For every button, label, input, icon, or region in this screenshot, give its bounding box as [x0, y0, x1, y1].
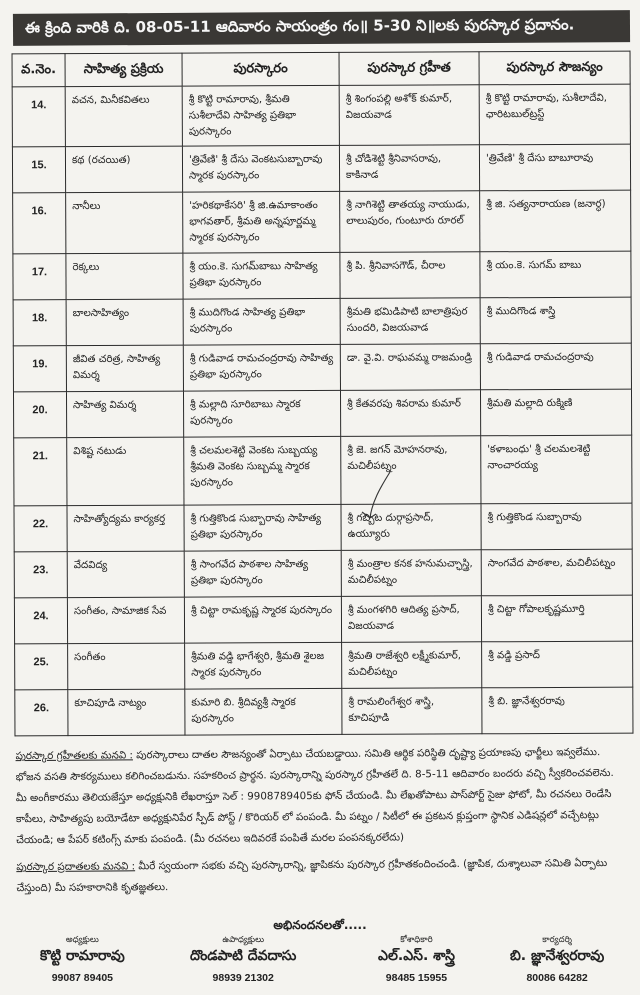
- sponsor-cell: శ్రీ యం.కె. సుగమ్ బాబు: [480, 251, 631, 298]
- sponsor-cell: శ్రీ గుడివాడ రామచంద్రరావు: [480, 343, 631, 390]
- row-number: 21.: [14, 437, 67, 505]
- awards-table: [12, 51, 634, 737]
- recipients-note: [15, 742, 628, 851]
- header-genre: సాహిత్య ప్రక్రియ: [65, 53, 182, 87]
- table-row: [14, 435, 632, 506]
- signatory-role: అధ్యక్షులు: [65, 935, 99, 945]
- recipient-cell: శ్రీ రామలింగేశ్వర శాస్త్రి, కూచిపూడి: [342, 688, 482, 735]
- genre-cell: సంగీతం, సామాజిక సేవ: [67, 597, 184, 644]
- award-cell: శ్రీ గుత్తికొండ సుబ్బారావు సాహిత్య ప్రతిభా పురస్కారం: [184, 504, 341, 551]
- award-cell: శ్రీ చలమలశెట్టి వెంకట సుబ్బయ్య శ్రీమతి వెంకట సుబ్బమ్మ స్మారక పురస్కారం: [184, 436, 341, 505]
- genre-cell: నానీలు: [66, 193, 183, 254]
- table-row: [12, 84, 630, 147]
- header-recipient: పురస్కార గ్రహీత: [339, 52, 479, 86]
- table-body: [12, 84, 633, 736]
- row-number: 16.: [13, 193, 66, 254]
- table-row: [15, 687, 633, 736]
- genre-cell: బాలసాహిత్యం: [66, 299, 183, 346]
- signatory-name: కొట్టి రామారావు: [40, 948, 125, 964]
- announcement-banner: [13, 10, 630, 46]
- recipient-cell: శ్రీమతి భమిడిపాటి బాలాత్రిపుర సుందరి, విజయవాడ: [340, 298, 480, 345]
- signatory-treasurer: [378, 935, 455, 984]
- award-cell: శ్రీ సాంగవేద పాఠశాల సాహిత్య ప్రతిభా పురస్కారం: [184, 550, 341, 597]
- sponsor-cell: శ్రీ బి. జ్ఞానేశ్వరరావు: [482, 687, 633, 734]
- genre-cell: సాహిత్యోద్యమ కార్యకర్త: [67, 505, 184, 552]
- signatory-name: ఎల్.ఎస్. శాస్త్రి: [378, 948, 455, 964]
- genre-cell: సంగీతం: [68, 643, 185, 690]
- recipients-note-lead: పురస్కార గ్రహీతలకు మనవి :: [15, 749, 133, 763]
- row-number: 25.: [15, 643, 68, 689]
- signatory-phone: 98939 21302: [212, 972, 274, 984]
- recipient-cell: శ్రీ మంత్రాల కనక హనుమచ్ఛాస్త్రి, మచిలీపట్నం: [341, 550, 481, 597]
- recipient-cell: శ్రీమతి రాజేశ్వరి లక్ష్మీకుమార్, మచిలీపట్నం: [342, 642, 482, 689]
- greeting: అభినందనలతో.....: [273, 918, 367, 932]
- row-number: 18.: [13, 299, 66, 345]
- banner-text: ఈ క్రింది వారికి ది. 08-05-11 ఆదివారం సాయంత్రం గం॥ 5-30 ని॥లకు పురస్కార ప్రదానం.: [24, 15, 575, 37]
- recipient-cell: శ్రీ గబ్బిట దుర్గాప్రసాద్, ఉయ్యూరు: [341, 504, 481, 551]
- table-row: [13, 343, 631, 392]
- award-cell: శ్రీ ముదిగొండ సాహిత్య ప్రతిభా పురస్కారం: [183, 298, 340, 345]
- signatory-role: ఉపాధ్యక్షులు: [222, 935, 265, 945]
- genre-cell: సాహిత్య విమర్శ: [66, 391, 183, 438]
- award-cell: శ్రీ గుడివాడ రామచంద్రరావు సాహిత్య ప్రతిభా పురస్కారం: [183, 344, 340, 391]
- header-award: పురస్కారం: [182, 52, 339, 86]
- sponsor-cell: శ్రీ చిట్టా గోపాలకృష్ణమూర్తి: [481, 595, 632, 642]
- table-row: [15, 641, 633, 690]
- sponsor-cell: సాంగవేద పాఠశాల, మచిలీపట్నం: [481, 549, 632, 596]
- row-number: 26.: [15, 689, 68, 735]
- row-number: 24.: [14, 597, 67, 643]
- genre-cell: వేదవిద్య: [67, 551, 184, 598]
- recipient-cell: శ్రీ జె. జగన్ మోహనరావు, మచిలీపట్నం: [341, 436, 481, 505]
- award-cell: కుమారి బి. శ్రీదివ్యశ్రీ స్మారక పురస్కారం: [185, 688, 342, 735]
- table-row: [13, 389, 631, 438]
- genre-cell: రెక్కలు: [66, 253, 183, 300]
- sponsor-cell: శ్రీమతి మల్లాది రుక్మిణి: [480, 389, 631, 436]
- signatory-name: దొండపాటి దేవదాసు: [190, 948, 297, 964]
- recipient-cell: శ్రీ నాగిశెట్టి తాతయ్య నాయుడు, లాలుపురం, గుంటూరు రూరల్: [340, 191, 480, 252]
- donors-note-lead: పురస్కార ప్రదాతలకు మనవి :: [16, 860, 136, 874]
- table-row: [13, 297, 631, 346]
- header-sponsor: పురస్కార సౌజన్యం: [479, 51, 630, 85]
- sponsor-cell: 'కళాబంధు' శ్రీ చలమలశెట్టి నాంచారయ్య: [481, 435, 632, 504]
- header-serial-number: వ.నెం.: [12, 54, 65, 87]
- sponsor-cell: శ్రీ కొట్టి రామారావు, సుశీలాదేవి, ఛారిటబుల్‌ట్రస్ట్: [479, 84, 630, 145]
- signatory-phone: 80086 64282: [526, 972, 588, 984]
- row-number: 14.: [12, 87, 65, 148]
- award-cell: శ్రీ మల్లాది సూరిబాబు స్మారక పురస్కారం: [183, 390, 340, 437]
- notes-section: [15, 742, 628, 899]
- donors-note-body: మీరే స్వయంగా సభకు వచ్చి పురస్కారాన్ని, జ్ఞాపికను పురస్కార గ్రహీతకందించండి. (జ్ఞాపిక, దుశ్శాలువా సమితి ఏర్పాటు చేస్తుంది) మీ సహకారానికి కృతజ్ఞతలు.: [16, 857, 608, 895]
- recipient-cell: శ్రీ కేతవరపు శివరామ కుమార్: [340, 390, 480, 437]
- table-row: [13, 191, 631, 254]
- row-number: 23.: [14, 551, 67, 597]
- recipient-cell: శ్రీ పి. శ్రీనివాసగౌడ్, చీరాల: [340, 252, 480, 299]
- row-number: 19.: [13, 345, 66, 391]
- award-cell: శ్రీ యం.కె. సుగమ్‌బాబు సాహిత్య ప్రతిభా పురస్కారం: [183, 252, 340, 299]
- row-number: 17.: [13, 253, 66, 299]
- signatory-role: కోశాధికారి: [400, 935, 433, 945]
- award-cell: 'త్రివేణి' శ్రీ దేసు వెంకటసుబ్బారావు స్మారక పురస్కారం: [182, 146, 339, 193]
- genre-cell: కథ (రచయిత): [65, 147, 182, 194]
- signatory-role: కార్యదర్శి: [542, 935, 572, 945]
- table-row: [14, 549, 632, 598]
- genre-cell: కూచిపూడి నాట్యం: [68, 689, 185, 736]
- table-header-row: [12, 51, 630, 87]
- sponsor-cell: శ్రీ వడ్డి ప్రసాద్: [482, 641, 633, 688]
- sponsor-cell: శ్రీ జి. సత్యనారాయణ (జనార్ధ): [480, 191, 631, 252]
- table-row: [14, 503, 632, 552]
- award-cell: శ్రీ చిట్టా రామకృష్ణ స్మారక పురస్కారం: [184, 596, 341, 643]
- signatory-vice-president: [190, 935, 296, 984]
- row-number: 15.: [12, 147, 65, 193]
- recipient-cell: డా. వై.వి. రాఘవమ్మ రాజమండ్రి: [340, 344, 480, 391]
- award-cell: శ్రీమతి వడ్డి భాగేశ్వరి, శ్రీమతి శైలజ స్మారక పురస్కారం: [185, 642, 342, 689]
- sponsor-cell: శ్రీ గుత్తికొండ సుబ్బారావు: [481, 503, 632, 550]
- recipient-cell: శ్రీ శింగంపల్లి అశోక్ కుమార్, విజయవాడ: [339, 85, 479, 146]
- award-cell: 'హరికథాకేసరి' శ్రీ జి.ఉమాకాంతం భాగవతార్, శ్రీమతి అన్నపూర్ణమ్మ స్మారక పురస్కారం: [183, 192, 340, 253]
- table-row: [14, 595, 632, 644]
- award-cell: శ్రీ కొట్టి రామారావు, శ్రీమతి సుశీలాదేవి సాహిత్య ప్రతిభా పురస్కారం: [182, 85, 339, 146]
- donors-note: [16, 853, 628, 899]
- signatory-phone: 98485 15955: [385, 972, 448, 984]
- row-number: 22.: [14, 505, 67, 551]
- genre-cell: విశిష్ట నటుడు: [67, 437, 184, 506]
- sponsor-cell: శ్రీ ముదిగొండ శాస్త్రి: [480, 297, 631, 344]
- recipient-cell: శ్రీ మంగళగిరి ఆదిత్య ప్రసాద్, విజయవాడ: [341, 596, 481, 643]
- genre-cell: వచన, మినీకవితలు: [65, 86, 182, 147]
- signatory-phone: 99087 89405: [51, 972, 114, 984]
- genre-cell: జీవిత చరిత్ర, సాహిత్య విమర్శ: [66, 345, 183, 392]
- recipient-cell: శ్రీ చోడిశెట్టి శ్రీనివాసరావు, కాకినాడ: [339, 145, 479, 192]
- signatory-name: బి. జ్ఞానేశ్వరరావు: [510, 948, 605, 964]
- row-number: 20.: [13, 391, 66, 437]
- sponsor-cell: 'త్రివేణి' శ్రీ దేసు బాబూరావు: [479, 145, 630, 192]
- signatory-secretary: [510, 935, 604, 984]
- recipients-note-body: పురస్కారాలు దాతల సౌజన్యంతో ఏర్పాటు చేయబడ్డాయి. సమితి ఆర్థిక పరిస్థితి దృష్ట్యా ప్రయాణపు ఛార్జీలు ఇవ్వలేము. భోజన వసతి సౌకర్యములు కలిగించబడును. సహకరించ ప్రార్థన. పురస్కారాన్ని పురస్కార గ్రహీతలే ది. 8-5-11 ఆదివారం బందరు వచ్చి స్వీకరించవలెను. మీ అంగీకారము తెలియజేస్తూ అధ్యక్షునికి లేఖరాస్తూ సెల్ : 9908789405కు ఫోన్ చేయండి. మీ లేఖతోపాటు పాస్‌పోర్ట్ సైజు ఫోటో, మీ రచనలు రెండేసి కాపీలు, సాహిత్యపు బయోడేటా అధ్యక్షునిపేర స్పీడ్ పోస్ట్ / కొరియర్ లో పంపండి. మీ పట్నం / సిటీలో ఈ ప్రకటన క్లుప్తంగా స్థానిక ఎడిషన్లలో వచ్చేటట్లు చేయండి; ఆ పేపర్ కటింగ్స్ మాకు పంపండి. (మీ రచనలు ఇదివరకే పంపితే మరల పంపనక్కరలేదు): [15, 746, 614, 847]
- signatory-president: [40, 935, 125, 984]
- table-row: [13, 251, 631, 300]
- table-row: [12, 145, 630, 194]
